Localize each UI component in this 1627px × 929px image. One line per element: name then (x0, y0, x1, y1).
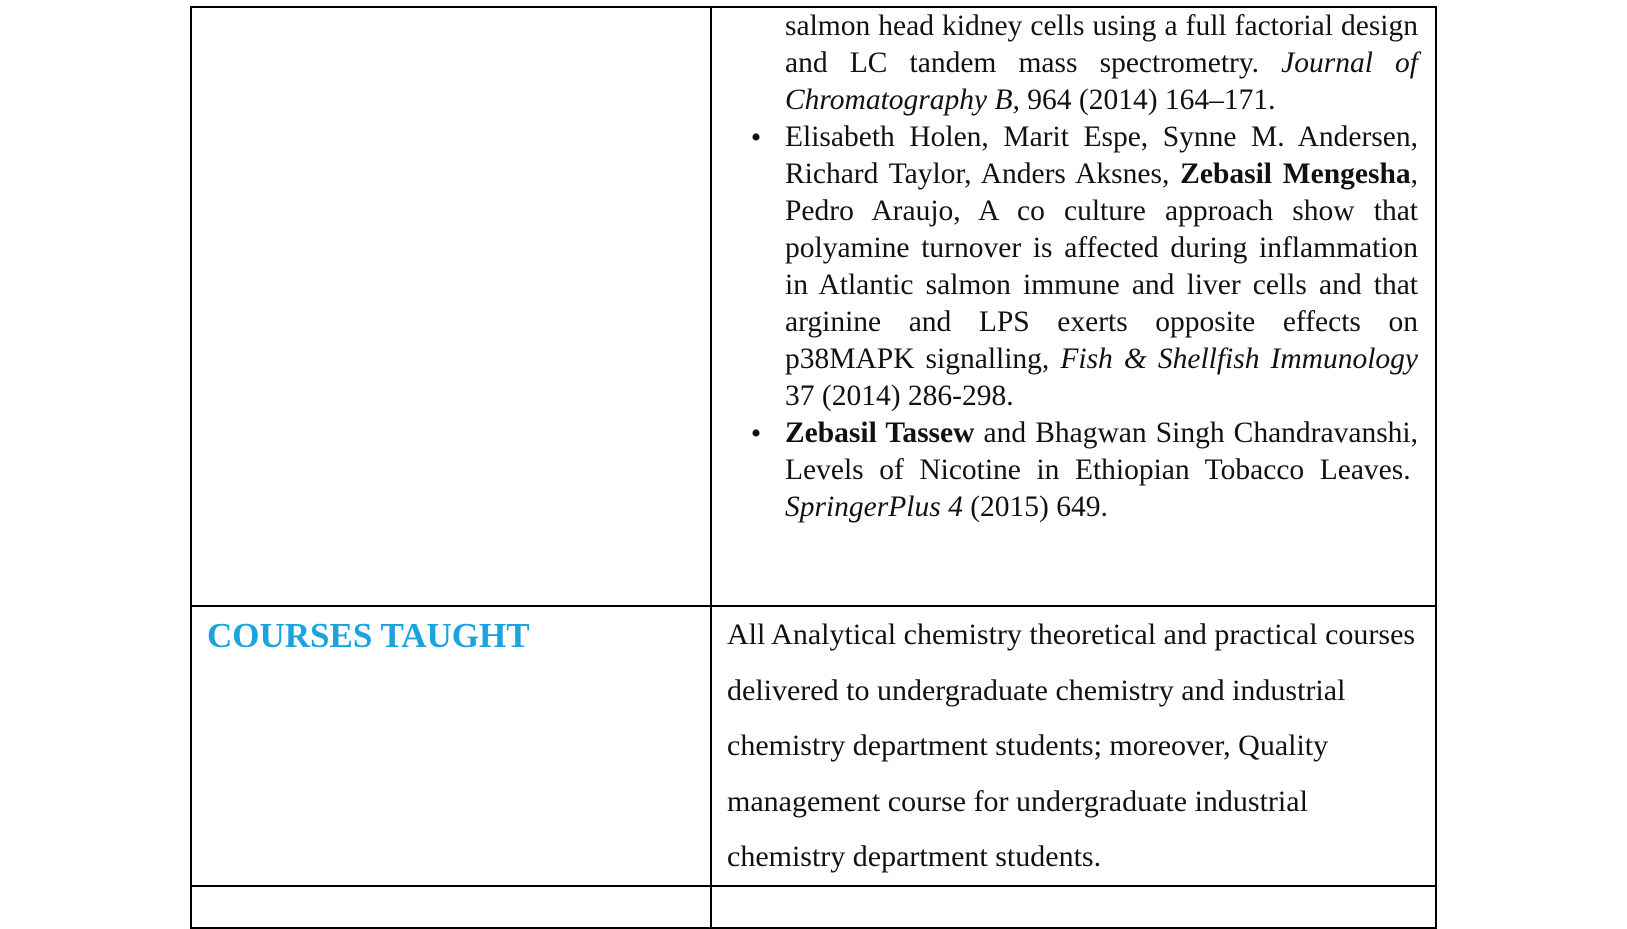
publication-journal: SpringerPlus 4 (785, 491, 963, 523)
cv-table (190, 6, 1437, 929)
publication-item-continued (785, 8, 1418, 119)
publication-title: and Bhagwan Singh Chandravanshi, Levels of Nicotine in Ethiopian Tobacco Leaves. (785, 417, 1418, 486)
next-row (191, 886, 1436, 928)
publication-journal: Journal of Chromatography B, (785, 47, 1419, 116)
courses-row (191, 606, 1436, 886)
publications-content-cell (711, 7, 1436, 606)
publication-item (750, 415, 1418, 526)
publication-details: 37 (2014) 286-298. (785, 380, 1014, 412)
publication-item (750, 119, 1419, 415)
next-row-label-cell (191, 886, 711, 928)
bullet-dot-icon: • (750, 121, 762, 154)
publications-row (191, 7, 1436, 606)
courses-label-cell (191, 606, 711, 886)
courses-heading: COURSES TAUGHT (207, 616, 530, 655)
courses-description: All Analytical chemistry theoretical and practical courses delivered to undergraduate chemistry and industrial chemistry department students; moreover, Quality management course for undergraduate industrial chemistry department students. (727, 618, 1416, 873)
next-row-content-cell (711, 886, 1436, 928)
publications-label-cell (191, 7, 711, 606)
publication-list (750, 8, 1419, 526)
bullet-dot-icon: • (750, 417, 762, 450)
publication-authors: Elisabeth Holen, Marit Espe, Synne M. Andersen, Richard Taylor, Anders Aksnes, (785, 121, 1418, 190)
courses-content-cell (711, 606, 1436, 886)
publication-text: salmon head kidney cells using a full factorial design and LC tandem mass spectrometry. (785, 10, 1418, 79)
publication-details: (2015) 649. (970, 491, 1108, 523)
publication-journal: Fish & Shellfish Immunology (1060, 343, 1418, 375)
publication-highlight-author: Zebasil Tassew (785, 417, 975, 449)
publication-details: 964 (2014) 164–171. (1027, 84, 1276, 116)
publication-title: , Pedro Araujo, A co culture approach show that polyamine turnover is affected during inflammation in Atlantic salmon immune and liver cells and that arginine and LPS exerts opposite effects on p38MAPK signalling, (785, 158, 1419, 375)
publication-highlight-author: Zebasil Mengesha (1180, 158, 1411, 190)
